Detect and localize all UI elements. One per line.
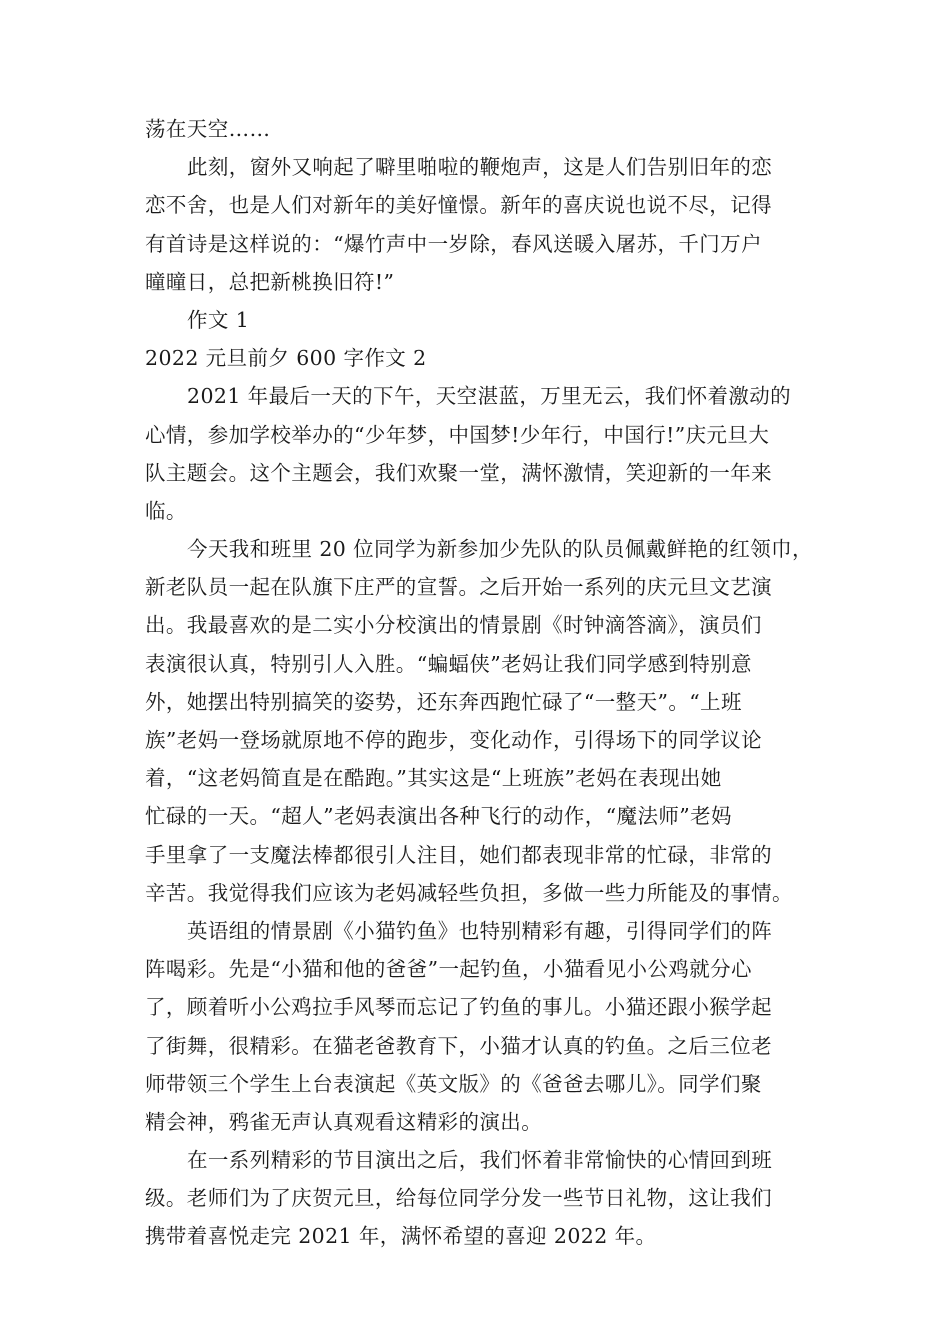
- text-line: 在一系列精彩的节目演出之后，我们怀着非常愉快的心情回到班: [187, 1148, 773, 1173]
- text-line: 出。我最喜欢的是二实小分校演出的情景剧《时钟滴答滴》，演员们: [145, 613, 762, 638]
- text-line: 曈曈日，总把新桃换旧符!”: [145, 269, 395, 294]
- text-line: 队主题会。这个主题会，我们欢聚一堂，满怀激情，笑迎新的一年来: [145, 460, 772, 485]
- text-line: 精会神，鸦雀无声认真观看这精彩的演出。: [145, 1109, 543, 1134]
- text-line: 此刻，窗外又响起了噼里啪啦的鞭炮声，这是人们告别旧年的恋: [187, 155, 773, 180]
- text-line: 族”老妈一登场就原地不停的跑步，变化动作，引得场下的同学议论: [145, 728, 762, 752]
- text-line: 了，顾着听小公鸡拉手风琴而忘记了钓鱼的事儿。小猫还跟小猴学起: [145, 995, 772, 1020]
- text-line: 今天我和班里 20 位同学为新参加少先队的队员佩戴鲜艳的红领巾，: [187, 537, 813, 562]
- text-line: 外，她摆出特别搞笑的姿势，还东奔西跑忙碌了“一整天”。“上班: [145, 689, 742, 714]
- text-line: 表演很认真，特别引人入胜。“蝙蝠侠”老妈让我们同学感到特别意: [145, 651, 752, 676]
- text-line: 手里拿了一支魔法棒都很引人注目，她们都表现非常的忙碌，非常的: [145, 842, 772, 867]
- text-line: 临。: [145, 498, 187, 523]
- text-line: 忙碌的一天。“超人”老妈表演出各种飞行的动作，“魔法师”老妈: [145, 804, 732, 829]
- text-line: 携带着喜悦走完 2021 年，满怀希望的喜迎 2022 年。: [145, 1224, 657, 1249]
- text-line: 新老队员一起在队旗下庄严的宣誓。之后开始一系列的庆元旦文艺演: [145, 575, 772, 600]
- text-line: 恋不舍，也是人们对新年的美好憧憬。新年的喜庆说也说不尽，记得: [145, 193, 772, 218]
- text-line: 级。老师们为了庆贺元旦，给每位同学分发一些节日礼物，这让我们: [145, 1186, 772, 1211]
- text-line: 有首诗是这样说的：“爆竹声中一岁除，春风送暖入屠苏，千门万户: [145, 231, 762, 256]
- text-line: 阵喝彩。先是“小猫和他的爸爸”一起钓鱼，小猫看见小公鸡就分心: [145, 957, 752, 982]
- text-line: 荡在天空……: [145, 117, 271, 141]
- text-line: 2022 元旦前夕 600 字作文 2: [145, 346, 427, 371]
- document-page: [145, 110, 813, 1256]
- text-line: 英语组的情景剧《小猫钓鱼》也特别精彩有趣，引得同学们的阵: [187, 918, 773, 943]
- text-line: 作文 1: [187, 307, 250, 332]
- text-line: 辛苦。我觉得我们应该为老妈减轻些负担，多做一些力所能及的事情。: [145, 880, 793, 905]
- text-line: 着，“这老妈简直是在酷跑。”其实这是“上班族”老妈在表现出她: [145, 766, 722, 791]
- text-line: 了街舞，很精彩。在猫老爸教育下，小猫才认真的钓鱼。之后三位老: [145, 1033, 772, 1058]
- text-line: 2021 年最后一天的下午，天空湛蓝，万里无云，我们怀着激动的: [187, 384, 792, 409]
- text-line: 师带领三个学生上台表演起《英文版》的《爸爸去哪儿》。同学们聚: [145, 1071, 762, 1096]
- text-line: 心情，参加学校举办的“少年梦，中国梦!少年行，中国行!”庆元旦大: [145, 422, 770, 447]
